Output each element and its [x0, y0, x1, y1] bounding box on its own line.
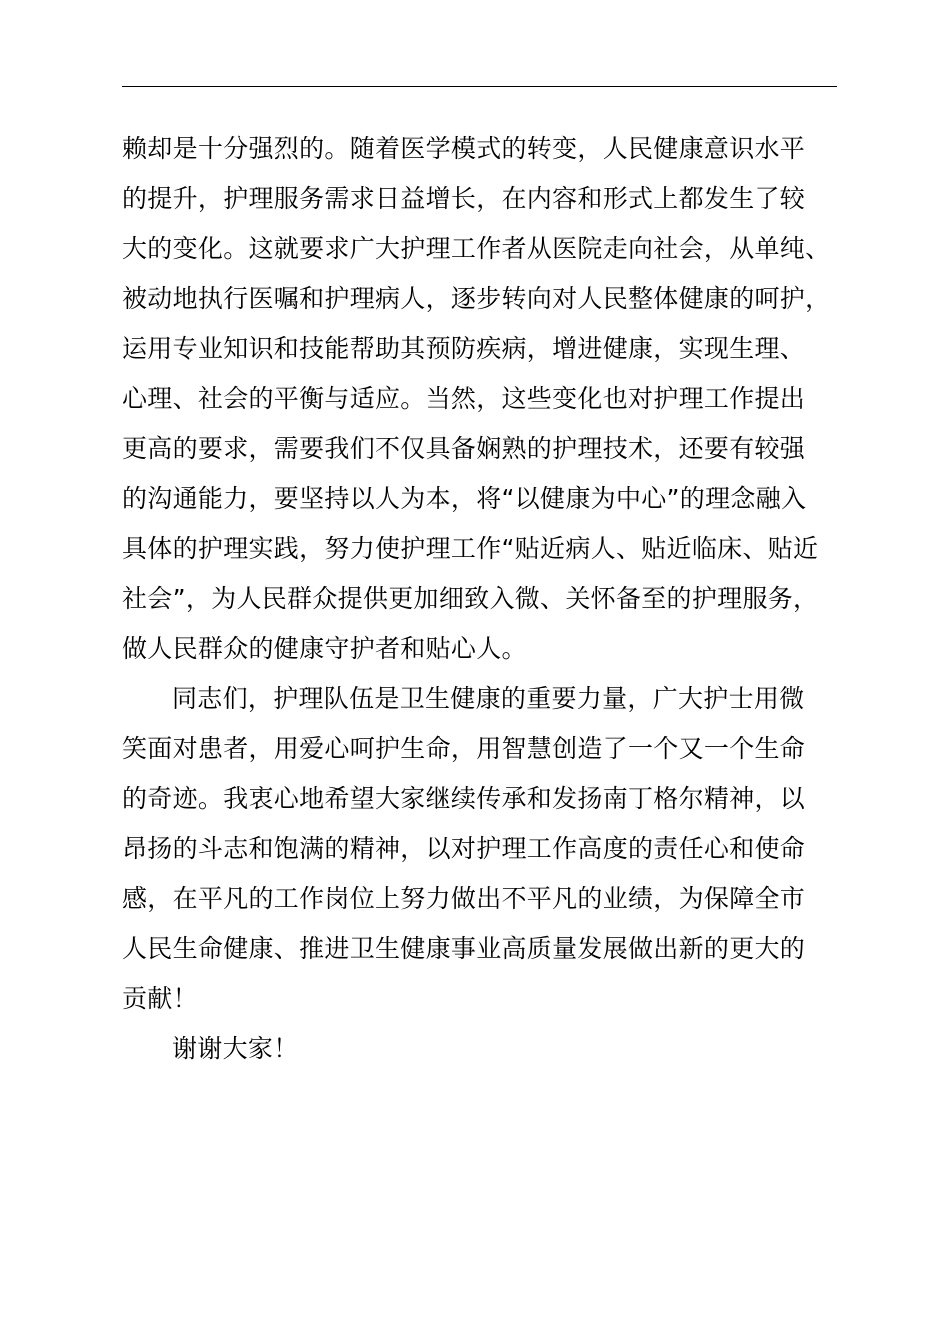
text-line: 心理、社会的平衡与适应。当然，这些变化也对护理工作提出 [122, 384, 806, 413]
header-rule [122, 86, 837, 87]
text-line: 昂扬的斗志和饱满的精神，以对护理工作高度的责任心和使命 [122, 834, 806, 863]
text-line: 谢谢大家！ [172, 1034, 299, 1063]
text-line: 更高的要求，需要我们不仅具备娴熟的护理技术，还要有较强 [122, 434, 806, 463]
text-line: 贡献！ [122, 984, 198, 1013]
text-line: 具体的护理实践，努力使护理工作“贴近病人、贴近临床、贴近 [122, 534, 819, 563]
text-line: 做人民群众的健康守护者和贴心人。 [122, 634, 527, 663]
text-line: 人民生命健康、推进卫生健康事业高质量发展做出新的更大的 [122, 934, 806, 963]
text-line: 运用专业知识和技能帮助其预防疾病，增进健康，实现生理、 [122, 334, 806, 363]
paragraph [122, 124, 862, 674]
text-line: 赖却是十分强烈的。随着医学模式的转变，人民健康意识水平 [122, 134, 806, 163]
text-line: 感，在平凡的工作岗位上努力做出不平凡的业绩，为保障全市 [122, 884, 806, 913]
text-line: 的奇迹。我衷心地希望大家继续传承和发扬南丁格尔精神，以 [122, 784, 806, 813]
text-line: 被动地执行医嘱和护理病人，逐步转向对人民整体健康的呵护， [122, 284, 831, 313]
text-line: 的提升，护理服务需求日益增长，在内容和形式上都发生了较 [122, 184, 806, 213]
text-line: 的沟通能力，要坚持以人为本，将“以健康为中心”的理念融入 [122, 484, 807, 513]
text-line: 社会”，为人民群众提供更加细致入微、关怀备至的护理服务， [122, 584, 819, 613]
text-line: 大的变化。这就要求广大护理工作者从医院走向社会，从单纯、 [122, 234, 831, 263]
document-body [122, 124, 862, 1074]
text-line: 同志们，护理队伍是卫生健康的重要力量，广大护士用微 [172, 684, 805, 713]
paragraph [122, 674, 862, 1024]
text-line: 笑面对患者，用爱心呵护生命，用智慧创造了一个又一个生命 [122, 734, 806, 763]
paragraph [122, 1024, 862, 1074]
